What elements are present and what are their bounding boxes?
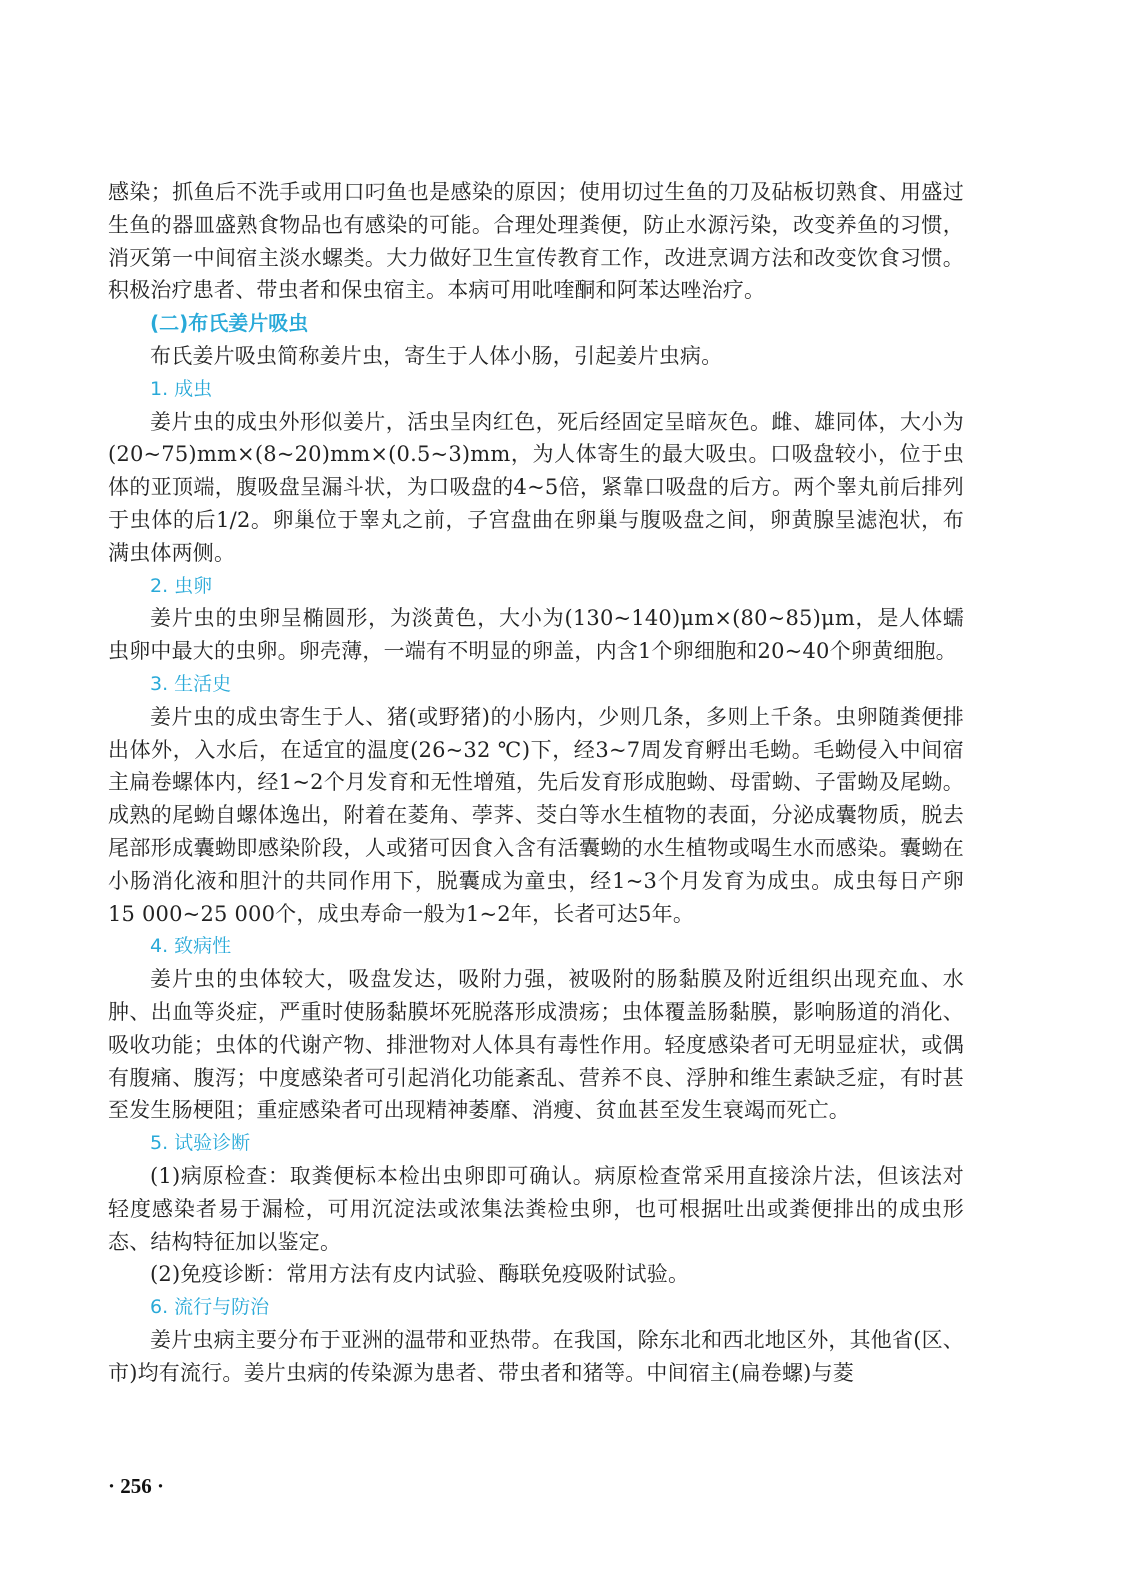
heading-adult: 1. 成虫 (150, 377, 213, 400)
section-title: (二)布氏姜片吸虫 (150, 311, 309, 336)
paragraph-adult: 姜片虫的成虫外形似姜片，活虫呈肉红色，死后经固定呈暗灰色。雌、雄同体，大小为(20~75)mm×(8~20)mm×(0.5~3)mm，为人体寄生的最大吸虫。口吸盘较小，位于虫体的亚顶端，腹吸盘呈漏斗状，为口吸盘的4~5倍，紧靠口吸盘的后方。两个睾丸前后排列于虫体的后1/2。卵巢位于睾丸之前，子宫盘曲在卵巢与腹吸盘之间，卵黄腺呈滤泡状，布满虫体两侧。 (108, 409, 964, 565)
heading-life-cycle: 3. 生活史 (150, 672, 232, 695)
heading-diagnosis: 5. 试验诊断 (150, 1132, 251, 1155)
page-body (108, 176, 964, 1389)
paragraph-diagnosis-pathogen: (1)病原检查：取粪便标本检出虫卵即可确认。病原检查常采用直接涂片法，但该法对轻度感染者易于漏检，可用沉淀法或浓集法粪检虫卵，也可根据吐出或粪便排出的成虫形态、结构特征加以鉴定。 (108, 1163, 964, 1254)
paragraph-prevention: 感染；抓鱼后不洗手或用口叼鱼也是感染的原因；使用切过生鱼的刀及砧板切熟食、用盛过生鱼的器皿盛熟食物品也有感染的可能。合理处理粪便，防止水源污染，改变养鱼的习惯，消灭第一中间宿主淡水螺类。大力做好卫生宣传教育工作，改进烹调方法和改变饮食习惯。积极治疗患者、带虫者和保虫宿主。本病可用吡喹酮和阿苯达唑治疗。 (108, 180, 964, 303)
page-number: · 256 · (108, 1474, 165, 1498)
paragraph-epidemiology: 姜片虫病主要分布于亚洲的温带和亚热带。在我国，除东北和西北地区外，其他省(区、市)均有流行。姜片虫病的传染源为患者、带虫者和猪等。中间宿主(扁卷螺)与菱 (108, 1327, 964, 1385)
paragraph-life-cycle: 姜片虫的成虫寄生于人、猪(或野猪)的小肠内，少则几条，多则上千条。虫卵随粪便排出体外，入水后，在适宜的温度(26~32 ℃)下，经3~7周发育孵出毛蚴。毛蚴侵入中间宿主扁卷螺体内，经1~2个月发育和无性增殖，先后发育形成胞蚴、母雷蚴、子雷蚴及尾蚴。成熟的尾蚴自螺体逸出，附着在菱角、荸荠、茭白等水生植物的表面，分泌成囊物质，脱去尾部形成囊蚴即感染阶段，人或猪可因食入含有活囊蚴的水生植物或喝生水而感染。囊蚴在小肠消化液和胆汁的共同作用下，脱囊成为童虫，经1~3个月发育为成虫。成虫每日产卵15 000~25 000个，成虫寿命一般为1~2年，长者可达5年。 (108, 704, 964, 926)
paragraph-diagnosis-immune: (2)免疫诊断：常用方法有皮内试验、酶联免疫吸附试验。 (150, 1262, 690, 1287)
paragraph-egg: 姜片虫的虫卵呈椭圆形，为淡黄色，大小为(130~140)μm×(80~85)μm，是人体蠕虫卵中最大的虫卵。卵壳薄，一端有不明显的卵盖，内含1个卵细胞和20~40个卵黄细胞。 (108, 606, 964, 664)
paragraph-intro: 布氏姜片吸虫简称姜片虫，寄生于人体小肠，引起姜片虫病。 (150, 343, 723, 368)
heading-egg: 2. 虫卵 (150, 574, 213, 597)
paragraph-pathogenicity: 姜片虫的虫体较大，吸盘发达，吸附力强，被吸附的肠黏膜及附近组织出现充血、水肿、出血等炎症，严重时使肠黏膜坏死脱落形成溃疡；虫体覆盖肠黏膜，影响肠道的消化、吸收功能；虫体的代谢产物、排泄物对人体具有毒性作用。轻度感染者可无明显症状，或偶有腹痛、腹泻；中度感染者可引起消化功能紊乱、营养不良、浮肿和维生素缺乏症，有时甚至发生肠梗阻；重症感染者可出现精神萎靡、消瘦、贫血甚至发生衰竭而死亡。 (108, 967, 964, 1123)
heading-pathogenicity: 4. 致病性 (150, 935, 232, 958)
heading-epidemiology: 6. 流行与防治 (150, 1296, 270, 1319)
